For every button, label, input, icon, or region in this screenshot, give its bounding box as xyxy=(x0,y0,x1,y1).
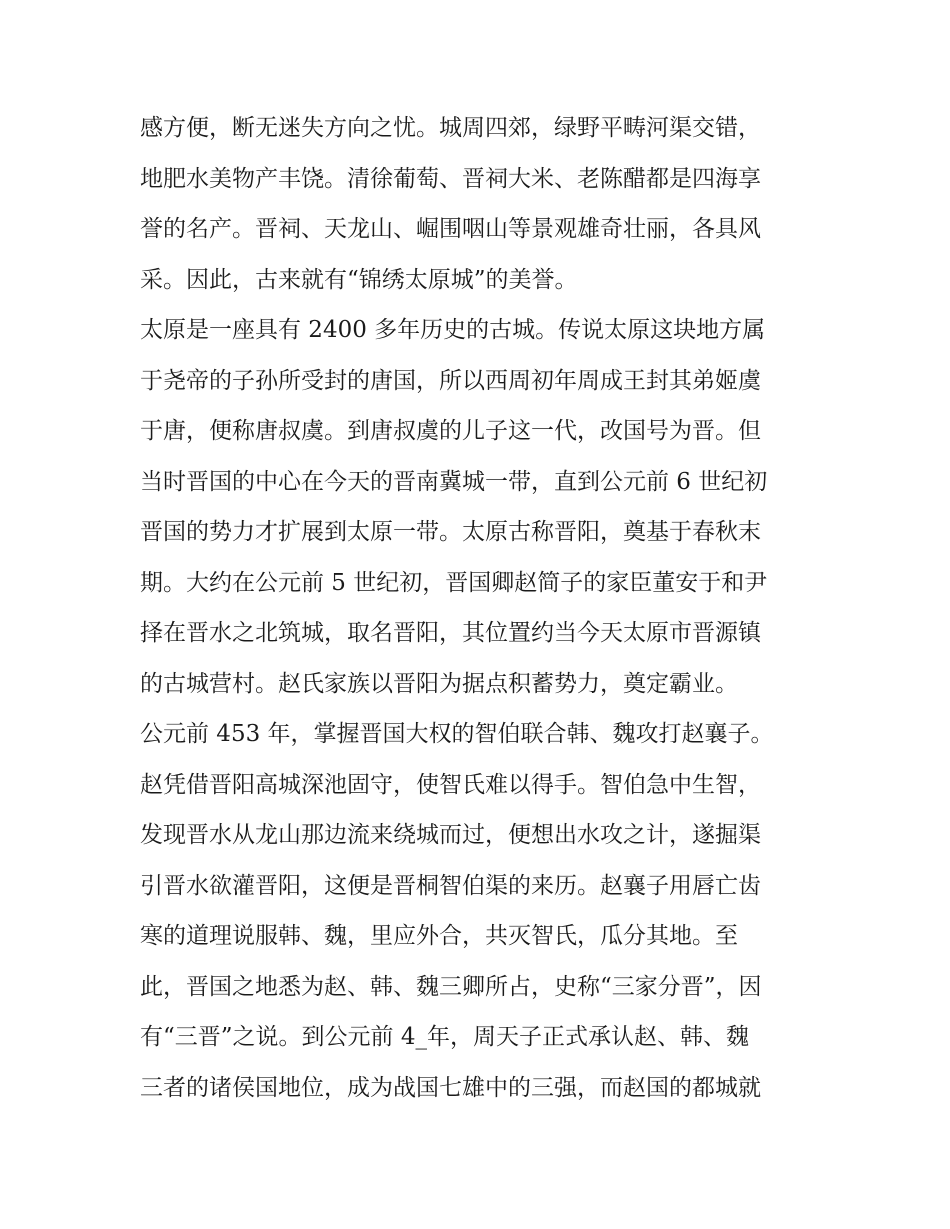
text-line: 择在晋水之北筑城，取名晋阳，其位置约当今天太原市晋源镇 xyxy=(140,620,761,646)
text-line: 寒的道理说服韩、魏，里应外合，共灭智氏，瓜分其地。至 xyxy=(140,923,738,949)
text-line: 公元前 453 年，掌握晋国大权的智伯联合韩、魏攻打赵襄子。 xyxy=(140,721,774,747)
text-line: 三者的诸侯国地位，成为战国七雄中的三强，而赵国的都城就 xyxy=(140,1074,761,1101)
text-line: 当时晋国的中心在今天的晋南冀城一带，直到公元前 6 世纪初 xyxy=(140,468,768,495)
text-line: 太原是一座具有 2400 多年历史的古城。传说太原这块地方属 xyxy=(140,317,766,343)
text-line: 感方便，断无迷失方向之忧。城周四郊，绿野平畴河渠交错， xyxy=(140,115,761,141)
text-line: 此，晋国之地悉为赵、韩、魏三卿所占，史称“三家分晋”，因 xyxy=(140,973,762,1000)
text-line: 发现晋水从龙山那边流来绕城而过，便想出水攻之计，遂掘渠 xyxy=(140,822,761,848)
text-line: 有“三晋”之说。到公元前 4_年，周天子正式承认赵、韩、魏 xyxy=(140,1024,749,1050)
text-line: 晋国的势力才扩展到太原一带。太原古称晋阳，奠基于春秋末 xyxy=(140,519,761,545)
text-line: 于唐，便称唐叔虞。到唐叔虞的儿子这一代，改国号为晋。但 xyxy=(140,418,761,444)
text-line: 的古城营村。赵氏家族以晋阳为据点积蓄势力，奠定霸业。 xyxy=(140,670,738,697)
text-line: 采。因此，古来就有“锦绣太原城”的美誉。 xyxy=(140,266,578,293)
text-line: 地肥水美物产丰饶。清徐葡萄、晋祠大米、老陈醋都是四海享 xyxy=(140,165,761,192)
text-line: 期。大约在公元前 5 世纪初，晋国卿赵简子的家臣董安于和尹 xyxy=(140,569,768,596)
body-text xyxy=(140,103,820,1113)
text-line: 于尧帝的子孙所受封的唐国，所以西周初年周成王封其弟姬虞 xyxy=(140,367,761,394)
text-line: 誉的名产。晋祠、天龙山、崛围咽山等景观雄奇壮丽，各具风 xyxy=(140,216,761,242)
text-line: 赵凭借晋阳高城深池固守，使智氏难以得手。智伯急中生智， xyxy=(140,771,761,798)
text-line: 引晋水欲灌晋阳，这便是晋桐智伯渠的来历。赵襄子用唇亡齿 xyxy=(140,872,761,899)
